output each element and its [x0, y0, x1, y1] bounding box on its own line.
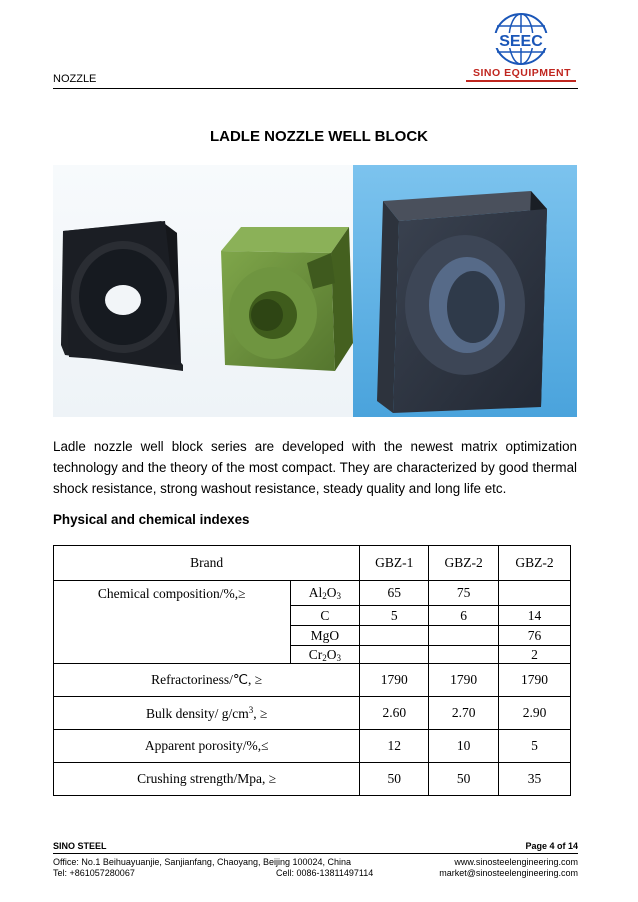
- value-cell: 14: [499, 606, 571, 626]
- element-cell: $Al_2O_3$: [290, 581, 360, 606]
- footer-office-address: Office: No.1 Beihuayuanjie, Sanjianfang, Chaoyang, Beijing 100024, China: [53, 857, 352, 867]
- value-cell: 65: [360, 581, 429, 606]
- page-title: LADLE NOZZLE WELL BLOCK: [209, 128, 429, 145]
- product-photo: [53, 165, 577, 417]
- value-cell: 2.60: [360, 697, 429, 730]
- element-cell: MgO: [290, 626, 360, 646]
- chemical-composition-label: Chemical composition/%,≥: [54, 581, 291, 664]
- value-cell: 2.70: [429, 697, 499, 730]
- value-cell: 5: [499, 730, 571, 763]
- value-cell: 5: [360, 606, 429, 626]
- logo-rule: [466, 80, 576, 82]
- footer-cellphone: Cell: 0086-13811497114: [276, 868, 374, 878]
- value-cell: 50: [429, 763, 499, 796]
- section-label: NOZZLE: [53, 73, 97, 85]
- footer-email-link[interactable]: market@sinosteelengineering.com: [439, 868, 578, 878]
- footer-company: SINO STEEL: [53, 841, 107, 851]
- table-row: [54, 763, 571, 796]
- brand-cell: GBZ-2: [499, 546, 571, 581]
- grey-block-image: [377, 191, 547, 413]
- value-cell: [360, 626, 429, 646]
- value-cell: 50: [360, 763, 429, 796]
- value-cell: 75: [429, 581, 499, 606]
- value-cell: [429, 626, 499, 646]
- value-cell: 1790: [499, 664, 571, 697]
- green-block-image: [221, 227, 353, 371]
- refractoriness-label: Refractoriness/℃, ≥: [54, 664, 360, 697]
- section-heading: Physical and chemical indexes: [53, 512, 250, 527]
- table-row: [54, 581, 571, 606]
- seec-logo: [466, 12, 578, 84]
- brand-cell: GBZ-1: [360, 546, 429, 581]
- value-cell: 10: [429, 730, 499, 763]
- value-cell: 35: [499, 763, 571, 796]
- footer-page-number: Page 4 of 14: [525, 841, 578, 851]
- value-cell: [499, 581, 571, 606]
- value-cell: 6: [429, 606, 499, 626]
- value-cell: 2.90: [499, 697, 571, 730]
- brand-cell: GBZ-2: [429, 546, 499, 581]
- table-row: [54, 697, 571, 730]
- crushing-strength-label: Crushing strength/Mpa, ≥: [54, 763, 360, 796]
- logo-subtitle: SINO EQUIPMENT: [472, 67, 571, 79]
- globe-icon: [490, 12, 552, 66]
- footer-divider: [53, 853, 578, 854]
- element-cell: $Cr_2O_3$: [290, 646, 360, 664]
- brand-label: Brand: [54, 546, 360, 581]
- table-row: [54, 730, 571, 763]
- apparent-porosity-label: Apparent porosity/%,≤: [54, 730, 360, 763]
- value-cell: [429, 646, 499, 664]
- value-cell: 76: [499, 626, 571, 646]
- footer-telephone: Tel: +861057280067: [53, 868, 135, 878]
- value-cell: 1790: [429, 664, 499, 697]
- value-cell: 2: [499, 646, 571, 664]
- value-cell: 1790: [360, 664, 429, 697]
- value-cell: [360, 646, 429, 664]
- bulk-density-label: Bulk density/ $g/cm^3$, ≥: [54, 697, 360, 730]
- properties-table: [53, 545, 571, 796]
- element-cell: C: [290, 606, 360, 626]
- footer-website-link[interactable]: www.sinosteelengineering.com: [454, 857, 578, 867]
- intro-paragraph: Ladle nozzle well block series are developed with the newest matrix optimization technology and the theory of the most compact. They are characterized by good thermal shock resistance, strong washout resistance, steady quality and long life etc.: [53, 439, 577, 496]
- table-row: [54, 664, 571, 697]
- table-header-row: [54, 546, 571, 581]
- logo-text: SEEC: [499, 33, 543, 50]
- value-cell: 12: [360, 730, 429, 763]
- black-block-image: [61, 221, 183, 371]
- header-divider: [53, 88, 578, 89]
